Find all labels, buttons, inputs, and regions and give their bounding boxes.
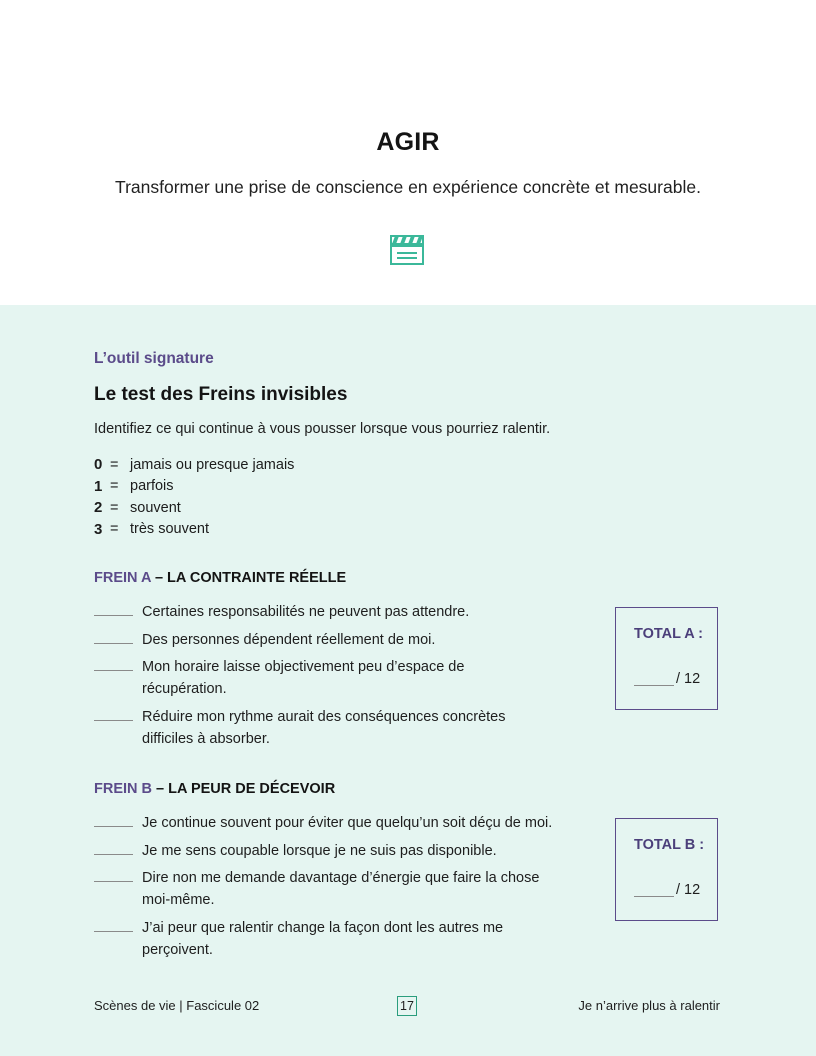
score-blank[interactable] (94, 656, 133, 671)
frein-a-items (94, 601, 584, 755)
total-b-blank[interactable] (634, 882, 674, 897)
total-a-label: TOTAL A : (634, 626, 704, 642)
score-blank[interactable] (94, 706, 133, 721)
total-b-max: / 12 (676, 882, 701, 898)
scale-number: 3 (94, 520, 103, 538)
scale-label: souvent (130, 499, 181, 516)
item-text: Réduire mon rythme aurait des conséquences concrètes difficiles à absorber. (142, 708, 506, 747)
clapperboard-icon (389, 234, 425, 266)
scale-equals: = (110, 521, 119, 538)
scale-row (94, 476, 294, 498)
scale-row (94, 454, 294, 476)
total-a-blank[interactable] (634, 671, 674, 686)
item-text: Je continue souvent pour éviter que quelqu’un soit déçu de moi. (142, 815, 553, 831)
page-title: AGIR (376, 128, 440, 156)
list-item (94, 867, 584, 911)
score-blank[interactable] (94, 867, 133, 882)
score-blank[interactable] (94, 629, 133, 644)
list-item (94, 629, 584, 651)
item-text: Dire non me demande davantage d’énergie que faire la chose moi-même. (142, 870, 540, 908)
frein-a-title: – LA CONTRAINTE RÉELLE (150, 570, 347, 586)
scale-number: 0 (94, 456, 103, 474)
scale-row (94, 519, 294, 541)
total-b-box (615, 818, 718, 921)
page-subtitle: Transformer une prise de conscience en expérience concrète et mesurable. (115, 177, 701, 197)
frein-b-title: – LA PEUR DE DÉCEVOIR (152, 781, 336, 797)
frein-a-prefix: FREIN A (94, 570, 151, 586)
score-blank[interactable] (94, 917, 133, 932)
scale-equals: = (110, 499, 119, 516)
rating-scale (94, 454, 294, 540)
page-number: 17 (397, 996, 417, 1016)
tool-kicker: L’outil signature (94, 350, 214, 367)
list-item (94, 656, 584, 700)
item-text: Des personnes dépendent réellement de moi. (142, 631, 436, 648)
item-text: Certaines responsabilités ne peuvent pas attendre. (142, 604, 470, 620)
scale-equals: = (110, 478, 119, 495)
tool-title: Le test des Freins invisibles (94, 384, 348, 405)
frein-b-heading (94, 781, 335, 797)
list-item (94, 706, 584, 750)
scale-row (94, 497, 294, 519)
total-a-box (615, 607, 718, 710)
scale-equals: = (110, 456, 119, 473)
scale-number: 2 (94, 499, 103, 517)
scale-label: parfois (130, 478, 174, 495)
footer-series: Scènes de vie | Fascicule 02 (94, 998, 260, 1013)
tool-intro: Identifiez ce qui continue à vous pousser lorsque vous pourriez ralentir. (94, 421, 551, 437)
scale-number: 1 (94, 477, 103, 495)
score-blank[interactable] (94, 812, 133, 827)
item-text: Mon horaire laisse objectivement peu d’espace de récupération. (142, 659, 465, 697)
list-item (94, 601, 584, 623)
frein-b-items (94, 812, 584, 966)
total-b-label: TOTAL B : (634, 837, 705, 853)
scale-label: jamais ou presque jamais (130, 456, 295, 473)
frein-b-prefix: FREIN B (94, 781, 152, 797)
list-item (94, 917, 584, 961)
footer-topic: Je n’arrive plus à ralentir (578, 998, 720, 1013)
item-text: Je me sens coupable lorsque je ne suis pas disponible. (142, 842, 497, 859)
total-a-max: / 12 (676, 671, 701, 687)
item-text: J’ai peur que ralentir change la façon dont les autres me perçoivent. (142, 919, 504, 958)
header-section (0, 0, 816, 305)
scale-label: très souvent (130, 521, 209, 538)
score-blank[interactable] (94, 840, 133, 855)
list-item (94, 840, 584, 862)
list-item (94, 812, 584, 834)
frein-a-heading (94, 570, 346, 586)
score-blank[interactable] (94, 601, 133, 616)
